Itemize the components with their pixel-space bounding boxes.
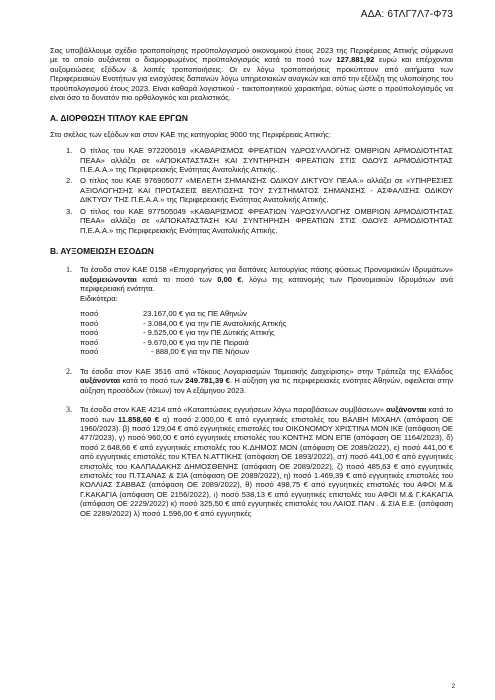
text-run: κατά το ποσό των — [136, 274, 218, 284]
text-run: κατά το ποσό των — [120, 376, 186, 386]
row-value: - 3.084,00 € για την ΠΕ Ανατολικής Αττικής — [143, 318, 287, 328]
section-b-title: Β. ΑΥΞΟΜΕΙΩΣΗ ΕΣΟΔΩΝ — [50, 245, 154, 256]
table-row — [80, 328, 286, 338]
section-b-list — [50, 265, 453, 518]
list-item — [50, 176, 453, 204]
list-item-number: 3. — [66, 405, 72, 415]
bold-run: αυξάνονται — [386, 405, 427, 415]
list-item-text: Ο τίτλος του ΚΑΕ 977505049 «ΚΑΘΑΡΙΣΜΟΣ ΦΡΕΑΤΙΩΝ ΥΔΡΟΣΥΛΛΟΓΗΣ ΟΜΒΡΙΩΝ ΑΡΜΟΔΙΟΤΗΤΑΣ ΠΕΑΑ» αλλάζει σε «ΑΠΟΚΑΤΑΣΤΑΣΗ ΚΑΙ ΣΥΝΤΗΡΗΣΗ ΦΡΕΑΤΙΩΝ ΣΤΙΣ ΟΔΟΥΣ ΑΡΜΟΔΙΟΤΗΤΑΣ Π.Ε.Α.Α.» της Περιφερειακής Ενότητας Ανατολικής Αττικής. — [80, 206, 453, 235]
section-a-list — [50, 146, 453, 235]
text-run: , λόγω της κατανομής των Προνομιακών Ιδρυμάτων ανά περιφερειακή ενότητα. — [80, 274, 453, 294]
ada-code: ΑΔΑ: 6ΤΛΓ7Λ7-Φ73 — [360, 9, 453, 20]
document-body — [50, 46, 453, 526]
list-item-text — [80, 265, 453, 293]
list-item-text: Ο τίτλος του ΚΑΕ 972205019 «ΚΑΘΑΡΙΣΜΟΣ ΦΡΕΑΤΙΩΝ ΥΔΡΟΣΥΛΛΟΓΗΣ ΟΜΒΡΙΩΝ ΑΡΜΟΔΙΟΤΗΤΑΣ ΠΕΑΑ» αλλάζει σε «ΑΠΟΚΑΤΑΣΤΑΣΗ ΚΑΙ ΣΥΝΤΗΡΗΣΗ ΦΡΕΑΤΙΩΝ ΣΤΙΣ ΟΔΟΥΣ ΑΡΜΟΔΙΟΤΗΤΑΣ Π.Ε.Α.Α.» της Περιφερειακής Ενότητας Ανατολικής Αττικής. — [80, 146, 453, 175]
allocation-table — [80, 309, 286, 357]
section-a-title: Α. ΔΙΟΡΘΩΣΗ ΤΙΤΛΟΥ ΚΑΕ ΕΡΓΩΝ — [50, 113, 188, 124]
text-run: Τα έσοδα στον ΚΑΕ 4214 από «Καταπτώσεις εγγυήσεων λόγω παραβάσεων συμβάσεων» — [80, 405, 387, 415]
text-run: α) ποσό 2.000,00 € από εγγυητικές επιστολές του ΒΑΛΒΗ ΜΙΧΑΗΛ (απόφαση ΟΕ 1960/2023). β) ποσό 129,04 € από εγγυητικές επιστολές του ΟΙΚΟΝΟΜΟΥ ΧΡΙΣΤΙΝΑ ΜΟΝ ΙΚΕ (απόφαση ΟΕ 477/2023), γ) ποσό 960,00 € από εγγυητικές επιστολές του ΚΟΝΤΗΣ ΜΟΝ ΕΠΕ (απόφαση ΟΕ 1164/2023), δ) ποσό 2.648,66 € από εγγυητικές επιστολές του Κ.ΔΗΜΟΣ ΜΟΝ (απόφαση ΟΕ 2089/2022), ε) ποσό 441,00 € από εγγυητικές επιστολές του ΚΤΕΛ Ν.ΑΤΤΙΚΗΣ (απόφαση ΟΕ 1893/2022), στ) ποσό 441,00 € από εγγυητικές επιστολές του ΚΑΛΠΑΔΑΚΗΣ ΔΗΜΟΣΘΕΝΗΣ (απόφαση ΟΕ 2089/2022), ζ) ποσό 485,63 € από εγγυητικές επιστολές του Π.ΤΣΑΝΑΣ & ΣΙΑ (απόφαση ΟΕ 2089/2022), η) ποσό 1.469,39 € από εγγυητικές επιστολές του ΚΟΛΛΙΑΣ ΣΑΒΒΑΣ (απόφαση ΟΕ 2089/2022), θ) ποσό 498,75 € από εγγυητικές επιστολές του ΑΦΟΙ Μ.& Γ.ΚΑΚΑΓΙΑ (απόφαση ΟΕ 2156/2022), ι) ποσό 538,13 € από εγγυητικές επιστολές του ΑΦΟΙ Μ.& Γ.ΚΑΚΑΓΙΑ (απόφαση ΟΕ 2229/2022) κ) ποσό 325,50 € από εγγυητικές επιστολές του ΛΑΙΟΣ ΠΑΝ . & ΣΙΑ Ε.Ε. (απόφαση ΟΕ 2289/2022) λ) ποσό 1.596,00 € από εγγυητικές — [80, 414, 453, 518]
row-value: - 9.525,00 € για την ΠΕ Δυτικής Αττικής — [143, 328, 275, 338]
bold-run: αυξομειώνονται — [80, 274, 137, 284]
text-run: Τα έσοδα στον ΚΑΕ 3516 από «Τόκους Λογαριασμών Ταμειακής Διαχείρισης» στην Τράπεζα της Ελλάδος — [80, 366, 453, 376]
list-item — [50, 265, 453, 357]
row-value: 23.167,00 € για τις ΠΕ Αθηνών — [143, 308, 247, 318]
bold-amount: 249.781,39 € — [185, 376, 230, 386]
intro-amount: 127.881,92 — [336, 55, 375, 65]
intro-paragraph — [50, 46, 453, 102]
list-item-number: 1. — [66, 265, 72, 275]
text-run: κατά το ποσό των — [80, 405, 453, 424]
row-label: ποσό — [80, 328, 99, 338]
section-a-intro: Στο σκέλος των εξόδων και στον ΚΑΕ της κατηγορίας 9000 της Περιφέρειας Αττικής: — [50, 129, 331, 139]
list-item-text: Ο τίτλος του ΚΑΕ 976905077 «ΜΕΛΕΤΗ ΣΗΜΑΝΣΗΣ ΟΔΙΚΟΥ ΔΙΚΤΥΟΥ ΠΕΑΑ.» αλλάζει σε «ΥΠΗΡΕΣΙΕΣ ΑΞΙΟΛΟΓΗΣΗΣ ΚΑΙ ΠΡΟΤΑΣΕΙΣ ΒΕΛΤΙΩΣΗΣ ΤΟΥ ΣΥΣΤΗΜΑΤΟΣ ΣΗΜΑΝΣΗΣ - ΑΣΦΑΛΙΣΗΣ ΟΔΙΚΟΥ ΔΙΚΤΥΟΥ ΤΗΣ Π.Ε.Α.Α.» της Περιφερειακής Ενότητας Ανατολικής Αττικής. — [80, 176, 453, 205]
list-item-text — [80, 405, 453, 518]
bold-amount: 11.858,60 € — [117, 414, 160, 424]
list-item — [50, 367, 453, 395]
row-label: ποσό — [80, 308, 99, 318]
row-value: - 9.670,00 € για την ΠΕ Πειραιά — [143, 337, 249, 347]
table-row — [80, 347, 286, 357]
table-row — [80, 309, 286, 319]
row-value: - 888,00 € για την ΠΕ Νήσων — [151, 347, 250, 357]
list-item-number: 2. — [66, 366, 72, 376]
row-label: ποσό — [80, 337, 99, 347]
page-number: 2 — [451, 684, 455, 690]
list-item-number: 3. — [66, 206, 73, 216]
bold-run: αυξάνονται — [80, 376, 121, 386]
bold-amount: 0,00 € — [217, 274, 242, 284]
list-item — [50, 405, 453, 518]
list-item — [50, 207, 453, 235]
row-label: ποσό — [80, 347, 99, 357]
list-item-number: 2. — [66, 176, 73, 186]
specifically-label: Ειδικότερα: — [80, 293, 118, 303]
intro-text-2: ευρώ και επέρχονται αυξομειώσεις εξόδων & λοιπές τροποποιήσεις. Οι εν λόγω τροποποιήσεις προκύπτουν από αιτήματα των Περιφερειακών Ενοτήτων για ενισχύσεις δαπανών λόγω υπηρεσιακών αναγκών και από την εξέλιξη της υλοποίησης του προϋπολογισμού έτους 2023. Είναι καθαρά λογιστικού - τακτοποιητικού χαρακτήρα, ούτως ώστε ο προϋπολογισμός να είναι όσο το δυνατόν πιο ορθολογικός και ρεαλιστικός. — [50, 55, 453, 103]
table-row — [80, 338, 286, 348]
intro-text-1: Σας υποβάλλουμε σχέδιο τροποποίησης προϋπολογισμού οικονομικού έτους 2023 της Περιφέρειας Αττικής σύμφωνα με το οποίο αυξάνεται ο διαμορφωμένος προϋπολογισμός κατά το ποσό των — [50, 46, 453, 65]
list-item-text — [80, 367, 453, 395]
text-run: . Η αύξηση για τις περιφερειακές ενότητες Αθηνών, οφείλεται στην αύξηση προσόδων (τόκων) τον Α εξάμηνου 2023. — [80, 376, 453, 395]
table-row — [80, 319, 286, 329]
list-item-number: 1. — [66, 146, 73, 156]
text-run: Τα έσοδα στον ΚΑΕ 0158 «Επιχορηγήσεις για δαπάνες λειτουργίας πάσης φύσεως Προνομιακών Ιδρυμάτων» — [80, 265, 453, 275]
list-item — [50, 146, 453, 174]
row-label: ποσό — [80, 318, 99, 328]
